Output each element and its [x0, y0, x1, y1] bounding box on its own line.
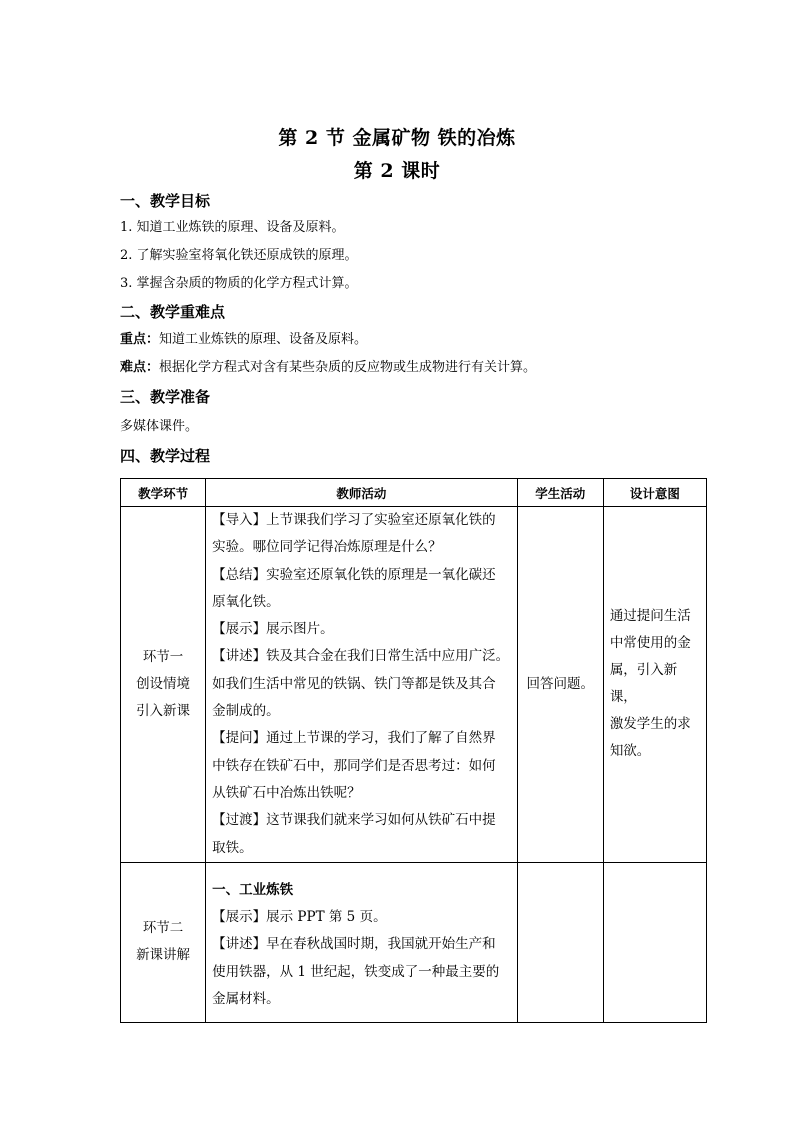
teacher-activity-line: 使用铁器，从 1 世纪起，铁变成了一种最主要的 — [212, 963, 500, 980]
design-intent-line: 属，引入新课， — [609, 662, 678, 706]
design-intent-line: 中常使用的金 — [609, 635, 691, 652]
teacher-activity-line: 金属材料。 — [212, 990, 280, 1007]
key-point-text: 知道工业炼铁的原理、设备及原料。 — [159, 332, 368, 347]
teacher-activity-line: 【讲述】铁及其合金在我们日常生活中应用广泛。 — [212, 648, 510, 665]
design-intent-cell — [603, 507, 706, 863]
teacher-activity-line: 【导入】上节课我们学习了实验室还原氧化铁的 — [212, 512, 496, 528]
teacher-activity-line: 【展示】展示图片。 — [212, 621, 334, 638]
difficulty-text: 根据化学方程式对含有某些杂质的反应物或生成物进行有关计算。 — [159, 360, 537, 375]
design-intent-line: 激发学生的求 — [609, 716, 691, 733]
teacher-activity-line: 【提问】通过上节课的学习，我们了解了自然界 — [212, 730, 496, 747]
header-design-intent: 设计意图 — [603, 479, 706, 507]
header-teacher-activity: 教师活动 — [206, 479, 518, 507]
difficulty-label: 难点： — [120, 360, 160, 375]
section-heading-process: 四、教学过程 — [120, 447, 211, 465]
lesson-title: 第 2 节 金属矿物 铁的冶炼 — [278, 127, 516, 149]
stage-line: 创设情境 — [136, 675, 191, 692]
section-heading-key-points: 二、教学重难点 — [120, 303, 226, 321]
stage-line: 环节一 — [142, 648, 184, 665]
student-activity-cell — [517, 862, 603, 1022]
design-intent-line: 知欲。 — [609, 743, 651, 760]
header-student-activity: 学生活动 — [517, 479, 603, 507]
stage-cell — [121, 862, 206, 1022]
teacher-activity-heading: 一、工业炼铁 — [212, 881, 294, 898]
teacher-activity-line: 实验。哪位同学记得冶炼原理是什么？ — [212, 539, 442, 556]
stage-line: 新课讲解 — [136, 947, 191, 964]
design-intent-line: 通过提问生活 — [609, 608, 691, 625]
teacher-activity-line: 【总结】实验室还原氧化铁的原理是一氧化碳还 — [212, 566, 496, 583]
design-intent-cell — [603, 862, 706, 1022]
teacher-activity-line: 如我们生活中常见的铁锅、铁门等都是铁及其合 — [212, 675, 496, 692]
objective-item: 3. 掌握含杂质的物质的化学方程式计算。 — [120, 276, 358, 291]
key-point-label: 重点： — [120, 332, 160, 347]
teacher-activity-line: 【过渡】这节课我们就来学习如何从铁矿石中提 — [212, 812, 496, 829]
teacher-activity-line: 中铁存在铁矿石中，那同学们是否思考过：如何 — [212, 757, 496, 774]
preparation-text: 多媒体课件。 — [120, 419, 199, 434]
teaching-process-table — [120, 478, 707, 1023]
table-row — [121, 862, 707, 1022]
objective-item: 1. 知道工业炼铁的原理、设备及原料。 — [120, 220, 345, 235]
section-heading-preparation: 三、教学准备 — [120, 388, 211, 406]
table-header-row — [121, 479, 707, 507]
section-heading-objectives: 一、教学目标 — [120, 192, 211, 210]
key-point-line — [120, 331, 367, 349]
stage-cell — [121, 507, 206, 863]
teacher-activity-line: 取铁。 — [212, 839, 253, 856]
teacher-activity-line: 【讲述】早在春秋战国时期，我国就开始生产和 — [212, 936, 496, 953]
teacher-activity-line: 从铁矿石中冶炼出铁呢？ — [212, 784, 361, 801]
lesson-subtitle: 第 2 课时 — [353, 160, 441, 182]
student-activity-cell: 回答问题。 — [517, 507, 603, 863]
teacher-activity-line: 金制成的。 — [212, 703, 280, 720]
teacher-activity-cell — [206, 862, 518, 1022]
header-stage: 教学环节 — [121, 479, 206, 507]
stage-line: 引入新课 — [136, 702, 191, 719]
teacher-activity-line: 原氧化铁。 — [212, 593, 280, 610]
teacher-activity-line: 【展示】展示 PPT 第 5 页。 — [212, 908, 387, 925]
difficulty-line — [120, 359, 536, 377]
stage-line: 环节二 — [142, 920, 184, 937]
table-row — [121, 507, 707, 863]
objective-item: 2. 了解实验室将氧化铁还原成铁的原理。 — [120, 248, 358, 263]
teacher-activity-cell — [206, 507, 518, 863]
